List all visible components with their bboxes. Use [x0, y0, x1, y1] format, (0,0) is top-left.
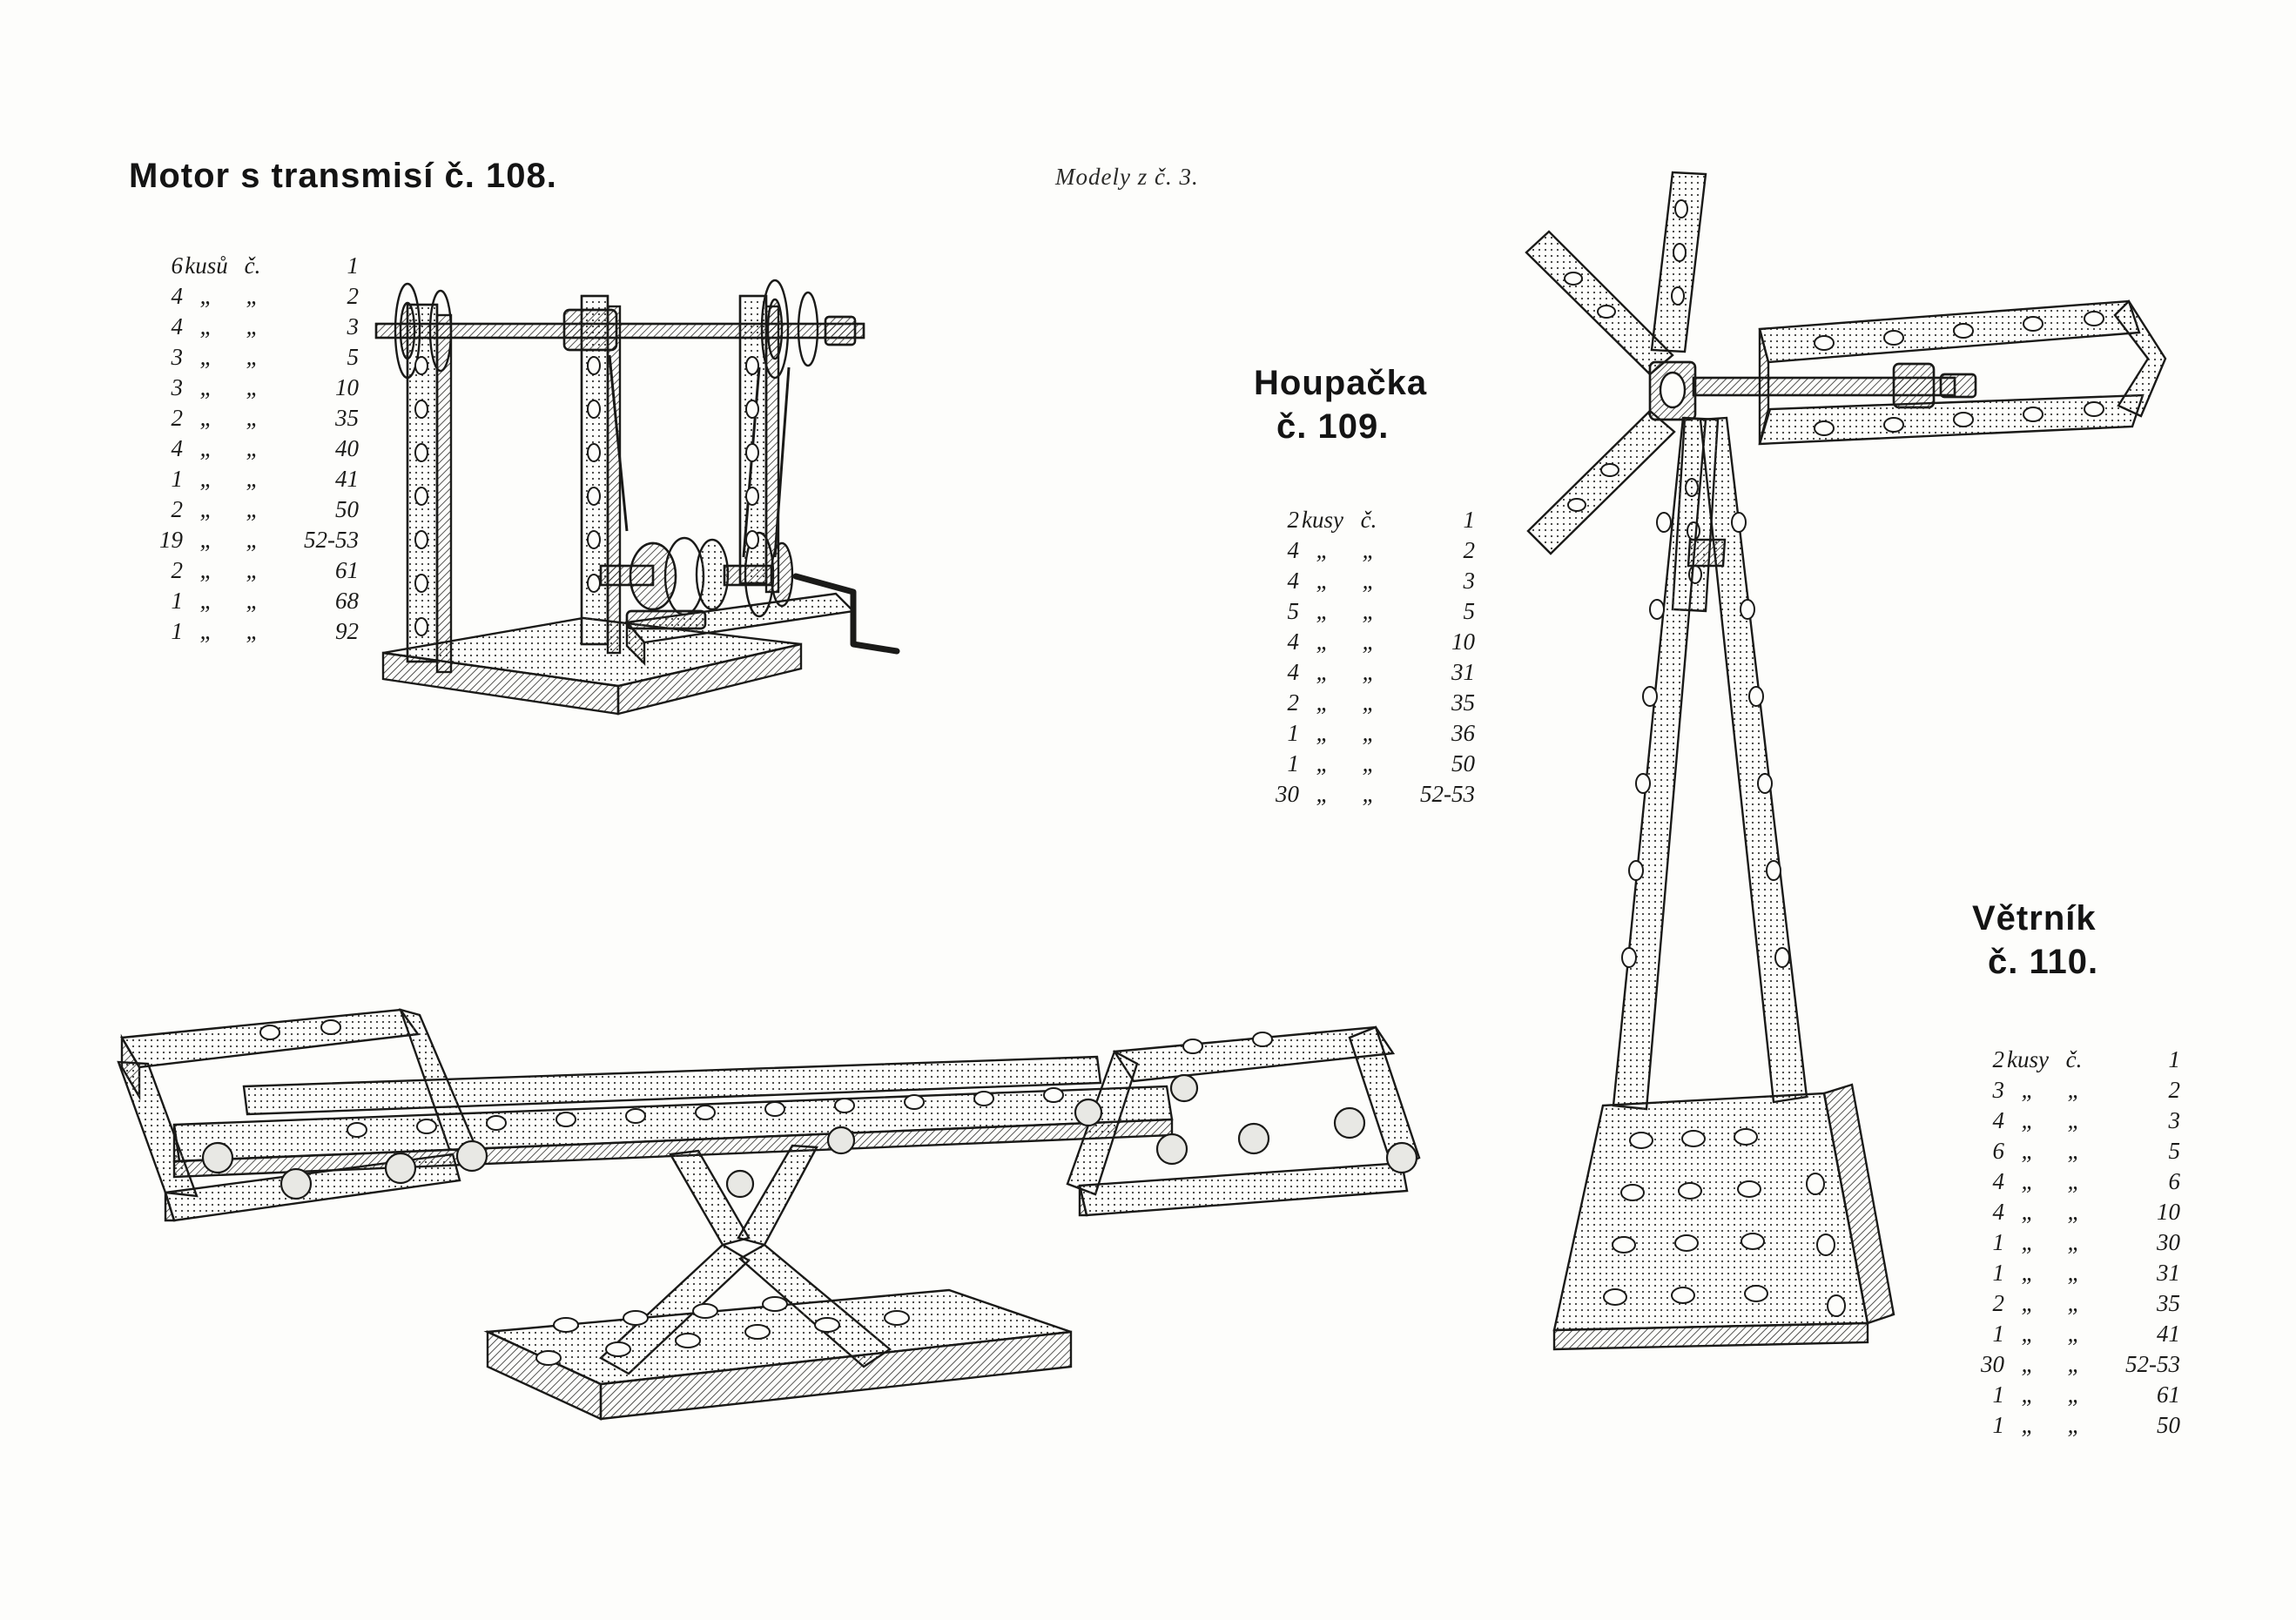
parts-list-abbr: „ — [246, 466, 259, 492]
parts-list-num: 1 — [347, 252, 359, 279]
swing-title-line1: Houpačka — [1254, 364, 1428, 402]
parts-list-motor — [138, 251, 359, 647]
parts-list-unit: „ — [1316, 781, 1330, 807]
parts-list-qty: 30 — [1276, 781, 1299, 807]
parts-list-abbr: „ — [1362, 598, 1376, 624]
parts-list-num: 31 — [1451, 659, 1475, 685]
parts-list-unit: „ — [199, 496, 213, 522]
parts-list-abbr: „ — [246, 374, 259, 400]
parts-list-unit: „ — [2021, 1290, 2035, 1316]
parts-list-row — [138, 251, 359, 281]
parts-list-unit: „ — [2021, 1168, 2035, 1194]
parts-list-qty: 2 — [171, 405, 183, 431]
parts-list-abbr: č. — [2065, 1046, 2083, 1072]
illustration-motor — [366, 270, 1149, 862]
parts-list-qty: 1 — [171, 618, 183, 644]
parts-list-unit: „ — [2021, 1077, 2035, 1103]
parts-list-unit: „ — [2021, 1199, 2035, 1225]
parts-list-unit: „ — [1316, 598, 1330, 624]
parts-list-row — [138, 464, 359, 494]
parts-list-num: 35 — [335, 405, 359, 431]
parts-list-unit: „ — [1316, 750, 1330, 776]
parts-list-abbr: „ — [2067, 1229, 2081, 1255]
parts-list-unit: „ — [1316, 537, 1330, 563]
windmill-base — [1554, 1085, 1894, 1349]
parts-list-num: 10 — [1451, 629, 1475, 655]
parts-list-qty: 1 — [1287, 750, 1299, 776]
parts-list-abbr: „ — [246, 557, 259, 583]
parts-list-row — [1254, 749, 1475, 779]
motor-main-shaft — [376, 324, 864, 338]
windmill-shaft — [1693, 364, 1976, 407]
parts-list-row — [138, 494, 359, 525]
parts-list-qty: 30 — [1981, 1351, 2004, 1377]
parts-list-num: 68 — [335, 588, 359, 614]
parts-list-row — [1254, 688, 1475, 718]
parts-list-qty: 2 — [171, 557, 183, 583]
motor-collar-mid — [564, 310, 616, 350]
parts-list-num: 50 — [335, 496, 359, 522]
parts-list-qty: 4 — [171, 313, 183, 339]
parts-list-qty: 4 — [1287, 568, 1299, 594]
parts-list-qty: 4 — [1992, 1199, 2004, 1225]
parts-list-qty: 1 — [171, 466, 183, 492]
parts-list-unit: kusy — [2007, 1046, 2049, 1072]
parts-list-qty: 4 — [1992, 1107, 2004, 1133]
parts-list-unit: „ — [199, 283, 213, 309]
parts-list-row — [138, 555, 359, 586]
parts-list-unit: „ — [199, 618, 213, 644]
models-source-note: Modely z č. 3. — [1055, 164, 1199, 190]
parts-list-qty: 4 — [1287, 629, 1299, 655]
motor-shaft-end-cap — [825, 317, 855, 345]
parts-list-abbr: „ — [2067, 1077, 2081, 1103]
parts-list-num: 50 — [2157, 1412, 2180, 1438]
parts-list-num: 1 — [1463, 507, 1475, 533]
parts-list-num: 30 — [2157, 1229, 2180, 1255]
parts-list-qty: 2 — [1992, 1046, 2004, 1072]
parts-list-row — [1254, 718, 1475, 749]
parts-list-abbr: „ — [1362, 629, 1376, 655]
parts-list-abbr: „ — [1362, 537, 1376, 563]
parts-list-row — [138, 616, 359, 647]
parts-list-qty: 3 — [171, 344, 183, 370]
parts-list-unit: „ — [199, 466, 213, 492]
parts-list-abbr: „ — [246, 618, 259, 644]
windmill-title-line2: č. 110. — [1988, 943, 2099, 981]
parts-list-abbr: „ — [246, 527, 259, 553]
parts-list-qty: 4 — [1287, 659, 1299, 685]
parts-list-row — [138, 373, 359, 403]
parts-list-abbr: „ — [246, 283, 259, 309]
parts-list-num: 10 — [335, 374, 359, 400]
parts-list-unit: „ — [2021, 1260, 2035, 1286]
parts-list-qty: 4 — [1287, 537, 1299, 563]
parts-list-unit: „ — [2021, 1381, 2035, 1408]
parts-list-num: 5 — [2168, 1138, 2180, 1164]
parts-list-unit: „ — [2021, 1321, 2035, 1347]
parts-list-abbr: „ — [2067, 1412, 2081, 1438]
parts-list-abbr: „ — [2067, 1381, 2081, 1408]
parts-list-abbr: č. — [1360, 507, 1377, 533]
parts-list-num: 50 — [1451, 750, 1475, 776]
parts-list-unit: „ — [2021, 1107, 2035, 1133]
parts-list-row — [1254, 657, 1475, 688]
parts-list-num: 92 — [335, 618, 359, 644]
parts-list-row — [138, 312, 359, 342]
parts-list-unit: „ — [1316, 720, 1330, 746]
parts-list-qty: 4 — [1992, 1168, 2004, 1194]
parts-list-qty: 1 — [1992, 1381, 2004, 1408]
parts-list-num: 41 — [2157, 1321, 2180, 1347]
parts-list-abbr: „ — [1362, 720, 1376, 746]
parts-list-num: 41 — [335, 466, 359, 492]
parts-list-unit: kusy — [1302, 507, 1343, 533]
parts-list-qty: 2 — [1287, 689, 1299, 716]
parts-list-num: 3 — [2168, 1107, 2180, 1133]
parts-list-qty: 4 — [171, 283, 183, 309]
parts-list-num: 52-53 — [2125, 1351, 2180, 1377]
parts-list-num: 61 — [335, 557, 359, 583]
parts-list-qty: 1 — [171, 588, 183, 614]
parts-list-num: 35 — [1451, 689, 1475, 716]
parts-list-unit: „ — [2021, 1138, 2035, 1164]
windmill-tail-vane — [1760, 301, 2165, 444]
parts-list-abbr: „ — [246, 405, 259, 431]
parts-list-unit: „ — [2021, 1351, 2035, 1377]
parts-list-abbr: „ — [246, 496, 259, 522]
parts-list-qty: 2 — [1992, 1290, 2004, 1316]
parts-list-abbr: „ — [2067, 1199, 2081, 1225]
parts-list-abbr: „ — [2067, 1107, 2081, 1133]
parts-list-row — [138, 281, 359, 312]
parts-list-row — [1254, 596, 1475, 627]
parts-list-qty: 1 — [1992, 1412, 2004, 1438]
page-title-motor: Motor s transmisí č. 108. — [129, 157, 557, 195]
parts-list-num: 5 — [1463, 598, 1475, 624]
parts-list-unit: „ — [2021, 1412, 2035, 1438]
parts-list-abbr: „ — [1362, 781, 1376, 807]
parts-list-num: 1 — [2168, 1046, 2180, 1072]
swing-title-line2: č. 109. — [1276, 407, 1390, 446]
parts-list-unit: „ — [1316, 568, 1330, 594]
windmill-title-line1: Větrník — [1972, 899, 2097, 938]
parts-list-abbr: „ — [1362, 689, 1376, 716]
parts-list-abbr: „ — [2067, 1168, 2081, 1194]
parts-list-num: 2 — [2168, 1077, 2180, 1103]
parts-list-row — [1254, 566, 1475, 596]
parts-list-qty: 19 — [159, 527, 183, 553]
parts-list-unit: „ — [199, 435, 213, 461]
parts-list-abbr: „ — [246, 435, 259, 461]
parts-list-qty: 3 — [171, 374, 183, 400]
parts-list-num: 2 — [1463, 537, 1475, 563]
parts-list-unit: „ — [199, 313, 213, 339]
parts-list-row — [1254, 505, 1475, 535]
parts-list-qty: 1 — [1992, 1229, 2004, 1255]
parts-list-unit: „ — [199, 344, 213, 370]
parts-list-unit: „ — [1316, 629, 1330, 655]
parts-list-row — [138, 586, 359, 616]
parts-list-row — [138, 525, 359, 555]
parts-list-num: 61 — [2157, 1381, 2180, 1408]
parts-list-num: 52-53 — [1420, 781, 1475, 807]
windmill-hub — [1650, 362, 1695, 420]
parts-list-unit: „ — [1316, 659, 1330, 685]
parts-list-num: 10 — [2157, 1199, 2180, 1225]
parts-list-num: 31 — [2157, 1260, 2180, 1286]
parts-list-qty: 5 — [1287, 598, 1299, 624]
parts-list-num: 40 — [335, 435, 359, 461]
parts-list-num: 35 — [2157, 1290, 2180, 1316]
parts-list-num: 52-53 — [304, 527, 359, 553]
parts-list-row — [1254, 779, 1475, 810]
parts-list-abbr: „ — [1362, 750, 1376, 776]
parts-list-abbr: č. — [244, 252, 261, 279]
parts-list-num: 5 — [347, 344, 359, 370]
illustration-windmill — [1519, 157, 2181, 1489]
parts-list-unit: „ — [2021, 1229, 2035, 1255]
parts-list-abbr: „ — [2067, 1290, 2081, 1316]
parts-list-unit: „ — [1316, 689, 1330, 716]
parts-list-abbr: „ — [2067, 1138, 2081, 1164]
parts-list-num: 3 — [1463, 568, 1475, 594]
page-title-swing — [1254, 361, 1427, 448]
parts-list-row — [138, 403, 359, 434]
illustration-swing — [113, 984, 1445, 1471]
parts-list-abbr: „ — [246, 313, 259, 339]
parts-list-unit: „ — [199, 557, 213, 583]
parts-list-unit: „ — [199, 588, 213, 614]
parts-list-unit: „ — [199, 374, 213, 400]
parts-list-swing — [1254, 505, 1475, 810]
parts-list-row — [1254, 535, 1475, 566]
parts-list-unit: „ — [199, 527, 213, 553]
parts-list-row — [138, 434, 359, 464]
parts-list-abbr: „ — [246, 344, 259, 370]
motor-left-upright — [407, 305, 451, 672]
parts-list-abbr: „ — [246, 588, 259, 614]
parts-list-unit: kusů — [185, 252, 228, 279]
parts-list-abbr: „ — [2067, 1351, 2081, 1377]
parts-list-qty: 1 — [1287, 720, 1299, 746]
parts-list-unit: „ — [199, 405, 213, 431]
parts-list-qty: 1 — [1992, 1260, 2004, 1286]
parts-list-qty: 3 — [1992, 1077, 2004, 1103]
parts-list-row — [1254, 627, 1475, 657]
parts-list-qty: 4 — [171, 435, 183, 461]
parts-list-num: 36 — [1451, 720, 1475, 746]
parts-list-abbr: „ — [1362, 659, 1376, 685]
parts-list-num: 3 — [347, 313, 359, 339]
parts-list-qty: 1 — [1992, 1321, 2004, 1347]
parts-list-abbr: „ — [2067, 1321, 2081, 1347]
parts-list-qty: 6 — [1992, 1138, 2004, 1164]
parts-list-row — [138, 342, 359, 373]
parts-list-abbr: „ — [1362, 568, 1376, 594]
parts-list-qty: 2 — [171, 496, 183, 522]
parts-list-qty: 2 — [1287, 507, 1299, 533]
parts-list-abbr: „ — [2067, 1260, 2081, 1286]
parts-list-qty: 6 — [171, 252, 183, 279]
parts-list-num: 6 — [2168, 1168, 2180, 1194]
parts-list-num: 2 — [347, 283, 359, 309]
